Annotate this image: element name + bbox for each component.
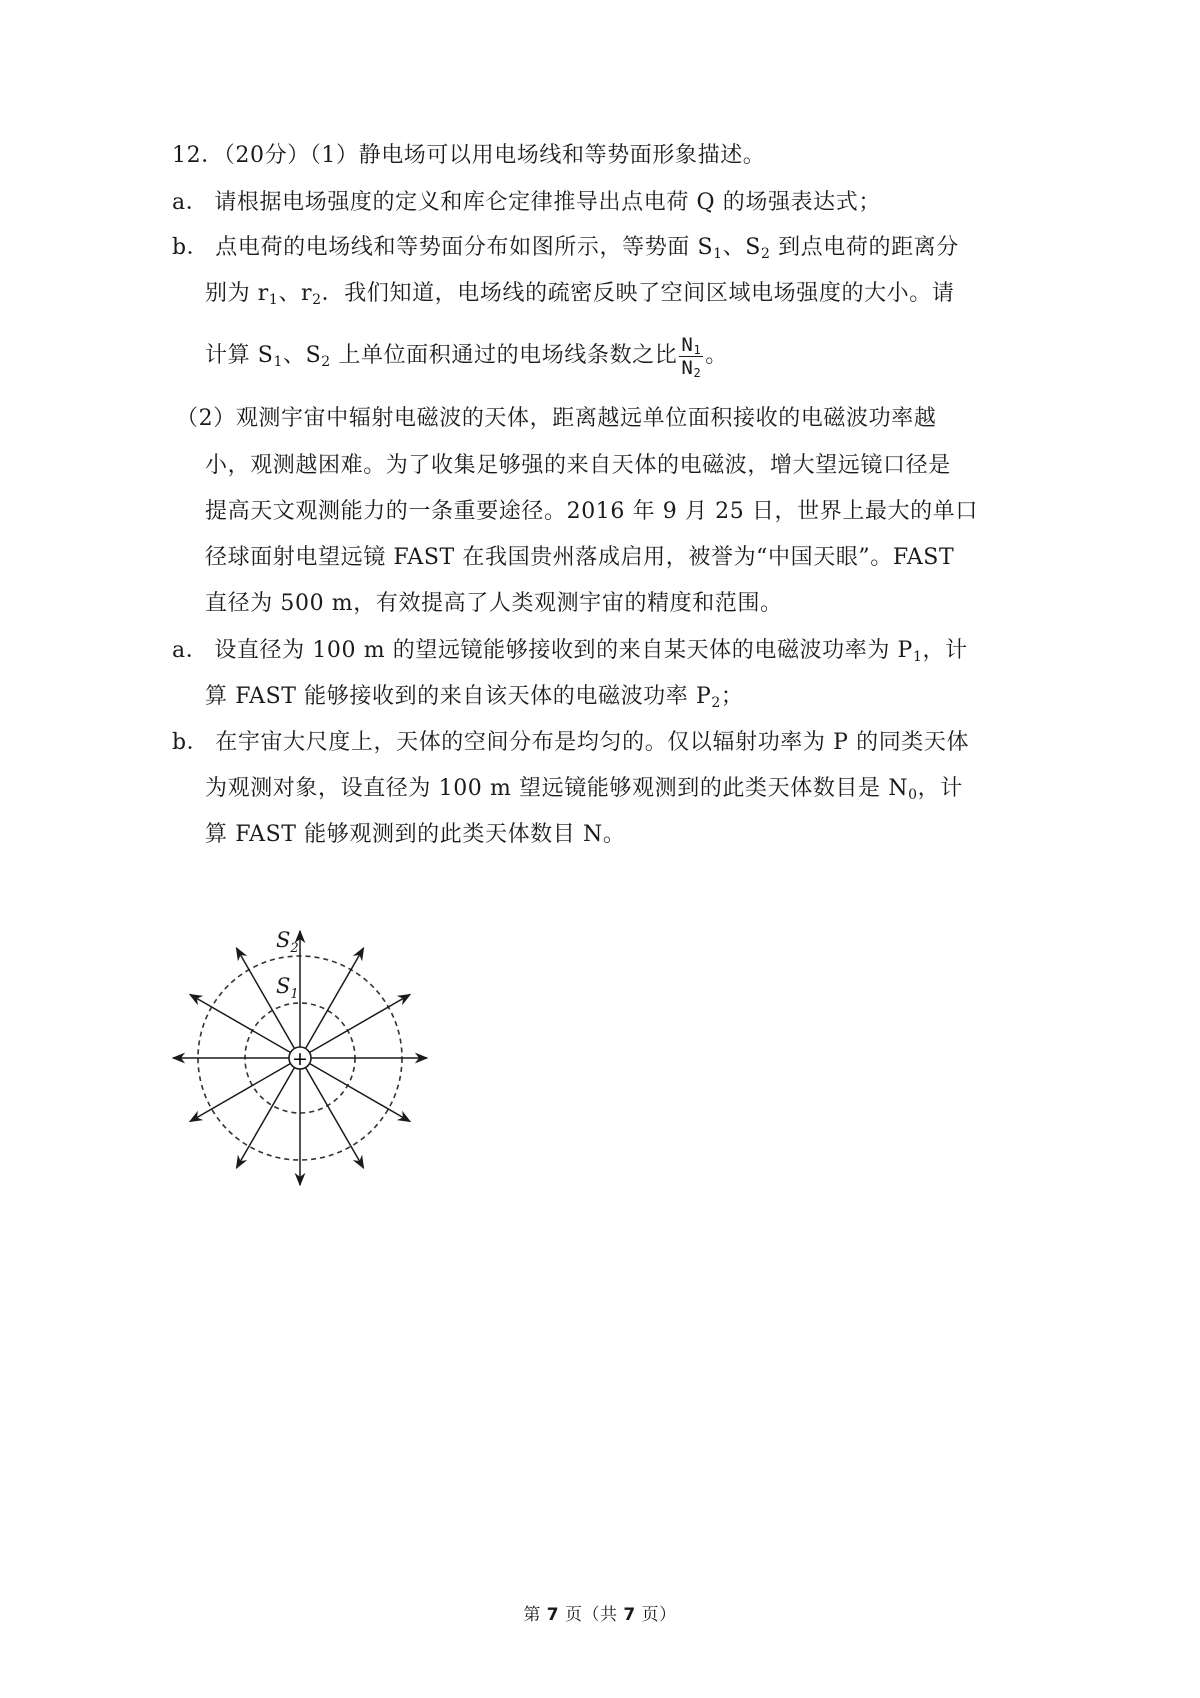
text-segment: ，计 (922, 638, 968, 663)
text-segment: 点电荷的电场线和等势面分布如图所示，等势面 S (215, 235, 714, 260)
ratio-fraction (679, 334, 703, 379)
question-header (172, 141, 765, 171)
item-label: b． (172, 235, 210, 260)
text-segment: 、r (278, 281, 313, 306)
text-segment: 算 FAST 能够接收到的来自该天体的电磁波功率 P (205, 684, 712, 709)
part1-label: （1） (309, 143, 359, 168)
text-segment: 算 FAST 能够观测到的此类天体数目 N。 (205, 822, 626, 847)
field-line-arrow (310, 1064, 411, 1122)
text-segment: 观测宇宙中辐射电磁波的天体，距离越远单位面积接收的电磁波功率越 (235, 406, 937, 431)
question-points: （20分） (223, 143, 310, 168)
point-charge-field-diagram (170, 925, 460, 1215)
text-segment: 小，观测越困难。为了收集足够强的来自天体的电磁波，增大望远镜口径是 (205, 453, 951, 478)
text-segment: 上单位面积通过的电场线条数之比 (330, 343, 678, 368)
part1-item-b-line3 (205, 332, 728, 380)
part2-item-a-line1 (172, 636, 968, 666)
part2-item-b-line2 (205, 774, 963, 804)
fraction-numerator (679, 334, 703, 356)
text-segment: ； (720, 684, 744, 709)
text-segment: 径球面射电望远镜 FAST 在我国贵州落成启用，被誉为“中国天眼”。FAST (205, 545, 955, 570)
text-segment: 页） (635, 1605, 677, 1625)
field-line-arrow (306, 1068, 364, 1169)
part2-line4 (205, 543, 954, 573)
part2-line2 (205, 451, 951, 481)
subscript: 2 (711, 695, 721, 711)
item-label: a． (172, 638, 209, 663)
text-segment: 页（共 (559, 1605, 624, 1625)
text-segment: ．我们知道，电场线的疏密反映了空间区域电场强度的大小。请 (321, 281, 955, 306)
question-number: 12． (172, 143, 224, 168)
subscript: 1 (713, 246, 723, 262)
field-line-arrow (190, 1064, 291, 1122)
item-label: a． (172, 190, 209, 215)
field-line-arrow (190, 995, 291, 1053)
field-line-arrow (237, 1068, 295, 1169)
text-segment: 、S (722, 235, 761, 260)
item-text: 请根据电场强度的定义和库仑定律推导出点电荷 Q 的场强表达式； (214, 190, 881, 215)
subscript: 0 (908, 787, 918, 803)
text-segment: 、S (282, 343, 322, 368)
subscript: 1 (912, 649, 923, 665)
subscript: 1 (693, 342, 702, 357)
part2-label: （2） (176, 406, 236, 431)
subscript: 2 (693, 365, 702, 380)
part1-item-b-line1 (172, 233, 959, 263)
text-segment: 设直径为 100 m 的望远镜能够接收到的来自某天体的电磁波功率为 P (214, 638, 913, 663)
field-line-arrow (306, 948, 364, 1049)
text-segment: 到点电荷的距离分 (770, 235, 959, 260)
text-segment: 别为 r (205, 281, 269, 306)
page-footer (0, 1600, 1200, 1625)
text-segment: 提高天文观测能力的一条重要途径。2016 年 9 月 25 日，世界上最大的单口 (205, 499, 978, 524)
text-segment: ，计 (917, 776, 963, 801)
part2-line5 (205, 589, 783, 619)
page-number: 7 (546, 1605, 560, 1625)
field-line-arrow (310, 995, 411, 1053)
text-segment: 直径为 500 m，有效提高了人类观测宇宙的精度和范围。 (205, 591, 783, 616)
field-line-arrow (237, 948, 295, 1049)
text-segment: 第 (523, 1605, 547, 1625)
part1-item-b-line2 (205, 279, 954, 309)
subscript: 2 (312, 292, 322, 308)
text-segment: N (681, 333, 694, 356)
text-segment: 在宇宙大尺度上，天体的空间分布是均匀的。仅以辐射功率为 P 的同类天体 (215, 730, 970, 755)
text-segment: 。 (705, 343, 728, 368)
page-total: 7 (623, 1605, 636, 1625)
part1-intro: 静电场可以用电场线和等势面形象描述。 (358, 143, 766, 168)
item-label: b． (172, 730, 210, 755)
label-s1: $S_1$ (276, 974, 299, 1002)
label-s2: $S_2$ (276, 928, 299, 956)
part2-line3 (205, 497, 978, 527)
part2-line1 (176, 404, 936, 434)
subscript: 1 (273, 354, 283, 370)
text-segment: 为观测对象，设直径为 100 m 望远镜能够观测到的此类天体数目是 N (205, 776, 909, 801)
part2-item-a-line2 (205, 682, 744, 712)
subscript: 2 (760, 246, 771, 262)
charge-sign: + (292, 1048, 308, 1070)
part2-item-b-line3 (205, 820, 625, 850)
text-segment: 计算 S (205, 343, 274, 368)
subscript: 2 (321, 354, 331, 370)
text-segment: N (681, 356, 694, 379)
subscript: 1 (268, 292, 279, 308)
part1-item-a (172, 188, 881, 218)
part2-item-b-line1 (172, 728, 969, 758)
fraction-denominator (679, 356, 703, 379)
